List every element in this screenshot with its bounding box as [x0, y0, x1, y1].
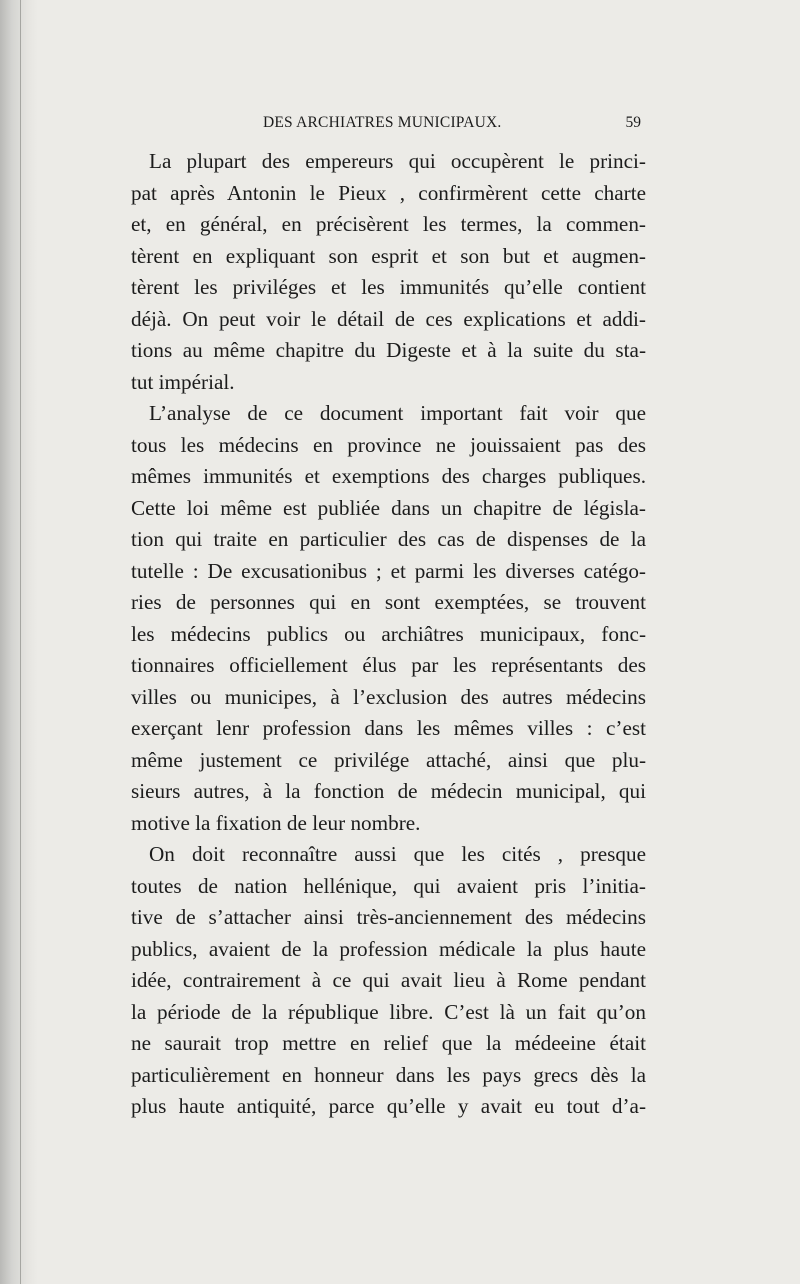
text-line: tut impérial.	[131, 369, 235, 394]
text-line: publics, avaient de la profession médicale la plus haute	[131, 936, 646, 961]
text-line: pat après Antonin le Pieux , confirmèrent cette charte	[131, 180, 646, 205]
running-title: DES ARCHIATRES MUNICIPAUX.	[263, 114, 502, 131]
text-line: la période de la république libre. C’est là un fait qu’on	[131, 999, 646, 1024]
text-line: tutelle : De excusationibus ; et parmi les diverses catégo-	[131, 558, 646, 583]
paragraph	[131, 146, 646, 398]
text-line: sieurs autres, à la fonction de médecin municipal, qui	[131, 779, 646, 803]
running-head	[131, 114, 641, 138]
text-line: La plupart des empereurs qui occupèrent le princi-	[149, 149, 646, 173]
text-line: Cette loi même est publiée dans un chapitre de législa-	[131, 495, 646, 520]
text-line: particulièrement en honneur dans les pays grecs dès la	[131, 1062, 646, 1087]
text-line: même justement ce privilége attaché, ainsi que plu-	[131, 747, 646, 772]
text-line: mêmes immunités et exemptions des charges publiques.	[131, 464, 646, 488]
book-page	[131, 0, 651, 1284]
text-line: déjà. On peut voir le détail de ces explications et addi-	[131, 306, 646, 331]
text-line: idée, contrairement à ce qui avait lieu à Rome pendant	[131, 968, 646, 992]
text-line: On doit reconnaître aussi que les cités , presque	[149, 842, 646, 866]
text-line: tive de s’attacher ainsi très-anciennement des médecins	[131, 905, 646, 929]
text-line: ries de personnes qui en sont exemptées, se trouvent	[131, 590, 646, 614]
text-line: tionnaires officiellement élus par les représentants des	[131, 653, 646, 677]
text-line: plus haute antiquité, parce qu’elle y avait eu tout d’a-	[131, 1094, 646, 1118]
text-line: tion qui traite en particulier des cas de dispenses de la	[131, 527, 646, 551]
text-line: tions au même chapitre du Digeste et à la suite du sta-	[131, 338, 646, 362]
text-line: toutes de nation hellénique, qui avaient pris l’initia-	[131, 873, 646, 898]
text-line: tèrent en expliquant son esprit et son but et augmen-	[131, 243, 646, 268]
text-line: exerçant lenr profession dans les mêmes villes : c’est	[131, 716, 646, 740]
text-line: tous les médecins en province ne jouissaient pas des	[131, 432, 646, 457]
text-line: les médecins publics ou archiâtres municipaux, fonc-	[131, 621, 646, 646]
paragraph	[131, 398, 646, 839]
book-spine-shadow	[0, 0, 38, 1284]
text-line: tèrent les priviléges et les immunités qu’elle contient	[131, 275, 646, 299]
page-number: 59	[625, 114, 641, 131]
paragraph	[131, 839, 646, 1123]
gutter-line	[20, 0, 21, 1284]
text-line: L’analyse de ce document important fait voir que	[149, 401, 646, 425]
text-line: ne saurait trop mettre en relief que la médeeine était	[131, 1031, 646, 1055]
text-line: et, en général, en précisèrent les termes, la commen-	[131, 212, 646, 236]
text-line: villes ou municipes, à l’exclusion des autres médecins	[131, 684, 646, 709]
text-line: motive la fixation de leur nombre.	[131, 810, 421, 835]
body-text	[131, 146, 646, 1123]
